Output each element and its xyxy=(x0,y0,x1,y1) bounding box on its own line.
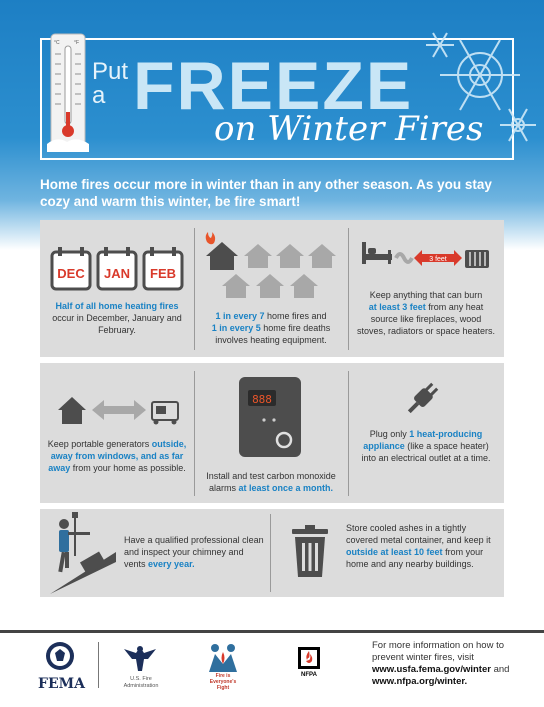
plug-icon xyxy=(402,379,442,419)
intro-text: Home fires occur more in winter than in any other season. As you stay cozy and warm this winter, be fire smart! xyxy=(40,177,492,209)
row2-divider-1 xyxy=(194,371,195,496)
co-alarm-icon xyxy=(238,376,302,458)
nfpa-logo-text: NFPA xyxy=(301,672,317,678)
usfa-winter-link[interactable]: www.usfa.fema.gov/winter xyxy=(372,664,491,675)
chimney-sweep-icon xyxy=(50,512,116,594)
row3-divider xyxy=(270,514,271,592)
month-dec: DEC xyxy=(57,266,85,281)
tip-chimney xyxy=(124,534,264,570)
row1-divider-2 xyxy=(348,228,349,350)
tip2-highlight-2: 1 in every 5 xyxy=(211,323,261,333)
houses-icon xyxy=(204,232,339,300)
title-put: Put xyxy=(92,58,129,85)
tip3-text: from any heat source like fireplaces, wood stoves, radiators or space heaters. xyxy=(356,302,496,336)
month-jan: JAN xyxy=(103,266,131,281)
tip2-highlight-1: 1 in every 7 xyxy=(215,311,265,321)
bed-heater-distance-icon xyxy=(362,240,492,276)
row2-divider-2 xyxy=(348,371,349,496)
tip1-text: occur in December, January and February. xyxy=(52,313,182,335)
tip-co-alarms xyxy=(198,470,344,494)
fire-is-everyones-fight-icon xyxy=(206,642,240,674)
thermometer-icon xyxy=(47,32,89,152)
co-alarm-display: 888 xyxy=(252,393,272,406)
title-put-a xyxy=(92,60,128,108)
title-a: a xyxy=(92,82,106,109)
usfa-logo-text: U.S. Fire Administration xyxy=(123,676,159,689)
snowflake-icon xyxy=(400,25,540,155)
month-feb: FEB xyxy=(150,266,176,281)
usfa-eagle-icon xyxy=(122,643,158,675)
tip7-highlight: every year. xyxy=(148,559,195,569)
tip2-text: home fire deaths involves heating equipment. xyxy=(215,323,331,345)
tip8-text: from your home and any nearby buildings. xyxy=(346,547,484,569)
tip-three-feet xyxy=(356,289,496,337)
footer-info-text: For more information on how to prevent winter fires, visit xyxy=(372,640,505,663)
three-feet-label: 3 feet xyxy=(429,256,447,263)
tip-one-appliance xyxy=(356,428,496,464)
tip6-highlight: 1 heat-producing appliance xyxy=(363,429,483,451)
tip1-highlight: Half of all home heating fires xyxy=(55,301,179,311)
tip8-text-pre: Store cooled ashes in a tightly covered metal container, and keep it xyxy=(346,523,491,545)
footer-divider xyxy=(0,630,544,633)
tip-heating-months xyxy=(48,300,186,336)
tip8-highlight: outside at least 10 feet xyxy=(346,547,443,557)
footer-logo-divider xyxy=(98,642,99,688)
tip-generators xyxy=(44,438,190,474)
tip6-text: (like a space heater) into an electrical outlet at a time. xyxy=(361,441,491,463)
generator-distance-icon xyxy=(56,394,182,426)
tip3-text-pre: Keep anything that can burn xyxy=(369,290,483,300)
tip-ashes xyxy=(346,522,496,570)
title-freeze: FREEZE xyxy=(133,48,414,124)
thermometer-celsius-label: °C xyxy=(54,40,60,46)
dhs-seal-icon xyxy=(45,641,75,671)
tip7-text: Have a qualified professional clean and inspect your chimney and vents xyxy=(124,535,264,569)
tip3-highlight: at least 3 feet xyxy=(368,302,426,312)
thermometer-fahrenheit-label: °F xyxy=(74,40,80,46)
tip5-highlight: at least once a month. xyxy=(238,483,334,493)
tip4-text: from your home as possible. xyxy=(72,463,186,473)
tip5-text-pre: Install and test carbon monoxide alarms xyxy=(206,471,336,493)
tip4-highlight: outside, away from windows, and as far away xyxy=(48,439,187,473)
footer-info xyxy=(372,640,537,688)
title-on-winter-fires: on Winter Fires xyxy=(214,109,484,149)
tip4-text-pre: Keep portable generators xyxy=(47,439,150,449)
tip-heating-equipment xyxy=(200,310,342,346)
fire-is-everyones-fight-text: Fire is Everyone's Fight xyxy=(209,673,237,691)
fema-logo-text: FEMA xyxy=(38,676,85,692)
tip6-text-pre: Plug only xyxy=(369,429,407,439)
trash-can-icon xyxy=(290,525,330,577)
calendar-icon xyxy=(50,246,185,291)
tip2-mid: home fires and xyxy=(267,311,327,321)
nfpa-logo-icon xyxy=(297,646,321,670)
row1-divider-1 xyxy=(194,228,195,350)
footer-and: and xyxy=(493,664,510,675)
nfpa-winter-link[interactable]: www.nfpa.org/winter. xyxy=(372,676,468,687)
